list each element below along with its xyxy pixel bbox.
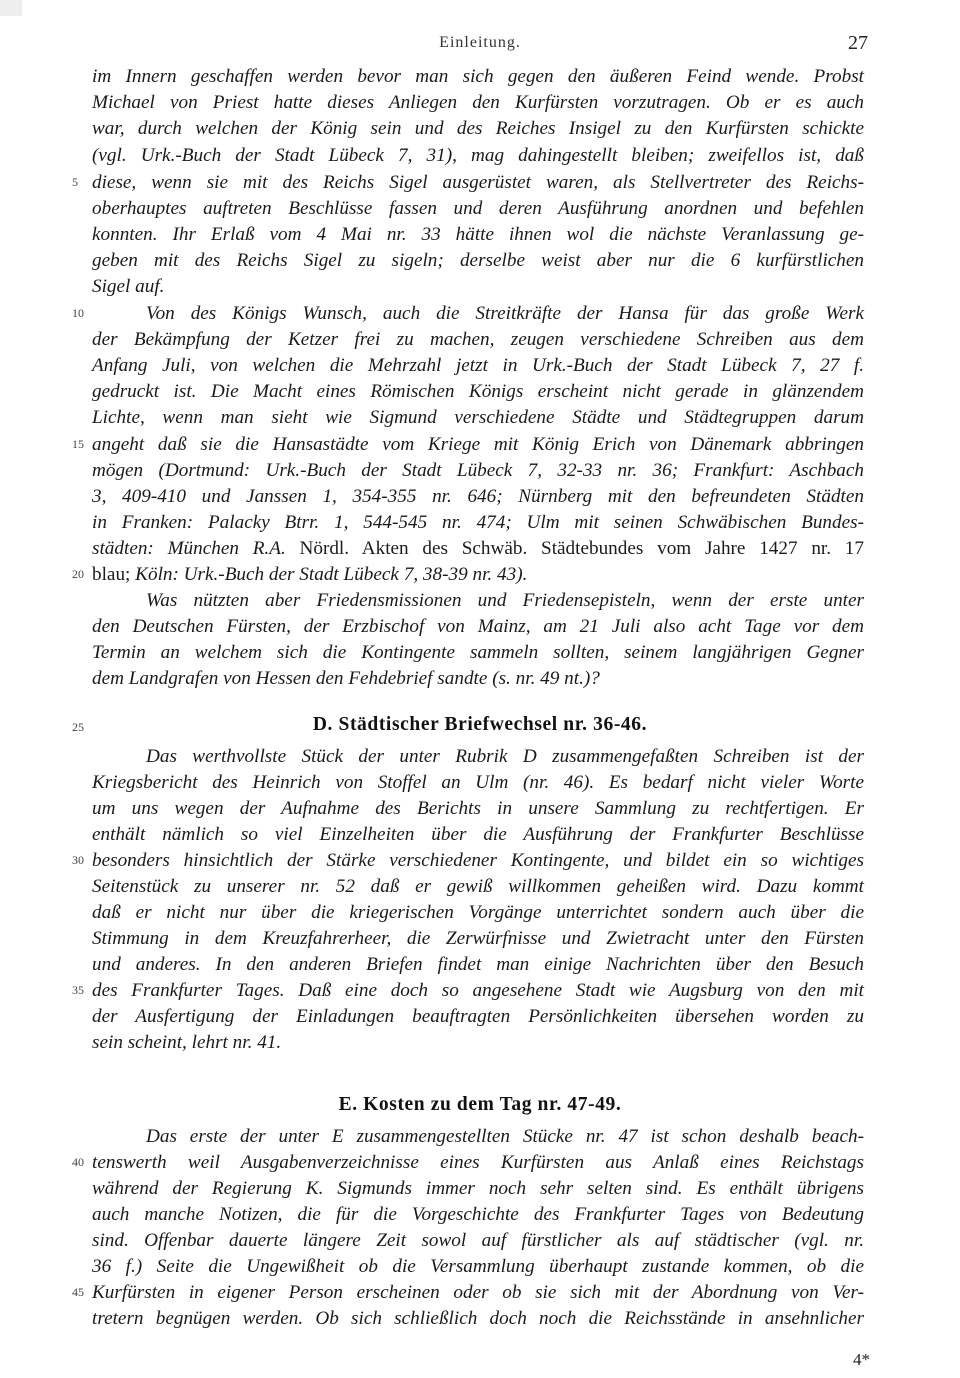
text-line: Kurfürsten in eigener Person erscheinen oder ob sie sich mit der Abordnung von Ver- [92,1282,864,1303]
text-line: um uns wegen der Aufnahme des Berichts in unsere Sammlung zu rechtfertigen. Er [92,798,864,819]
running-head: Einleitung. [439,34,521,51]
text-line: Das werthvollste Stück der unter Rubrik D zusammengefaßten Schreiben ist der [146,746,864,767]
text-line: sind. Offenbar dauerte längere Zeit sowol auf fürstlicher als auf städtischer (vgl. nr. [92,1230,864,1251]
text-line: der Ausfertigung der Einladungen beauftragten Persönlichkeiten übersehen worden zu [92,1006,864,1027]
text-line: angeht daß sie die Hansastädte vom Kriege mit König Erich von Dänemark abbringen [92,434,864,455]
text-line: Sigel auf. [92,276,165,297]
line-number: 35 [72,983,84,997]
text-line: Das erste der unter E zusammengestellten Stücke nr. 47 ist schon deshalb beach- [146,1126,864,1147]
text-line: auch manche Notizen, die für die Vorgeschichte des Frankfurter Tages von Bedeutung [92,1204,864,1225]
page-header [0,34,960,58]
text-line: Seitenstück zu unserer nr. 52 daß er gewiß willkommen geheißen wird. Dazu kommt [92,876,864,897]
text-line: des Frankfurter Tages. Daß eine doch so angesehene Stadt wie Augsburg von den mit [92,980,864,1001]
section-heading: E. Kosten zu dem Tag nr. 47-49. [338,1094,622,1115]
line-number: 45 [72,1285,84,1299]
text-line: 36 f.) Seite die Ungewißheit ob die Versammlung überhaupt zustande kommen, ob die [92,1256,864,1277]
text-line: (vgl. Urk.-Buch der Stadt Lübeck 7, 31), mag dahingestellt bleiben; zweifellos ist, daß [92,145,864,166]
text-line: mögen (Dortmund: Urk.-Buch der Stadt Lübeck 7, 32-33 nr. 36; Frankfurt: Aschbach [92,460,864,481]
text-line [92,562,864,587]
text-line: sein scheint, lehrt nr. 41. [92,1032,282,1053]
text-line: während der Regierung K. Sigmunds immer noch sehr selten sind. Es enthält übrigens [92,1178,864,1199]
scan-speck [0,0,22,16]
line-number: 5 [72,175,78,189]
text-line: Von des Königs Wunsch, auch die Streitkräfte der Hansa für das große Werk [146,303,864,324]
text-line: besonders hinsichtlich der Stärke verschiedener Kontingente, und bildet ein so wichtiges [92,850,864,871]
text-line: Anfang Juli, von welchen die Mehrzahl jetzt in Urk.-Buch der Stadt Lübeck 7, 27 f. [92,355,864,376]
text-line: 3, 409-410 und Janssen 1, 354-355 nr. 646; Nürnberg mit den befreundeten Städten [92,486,864,507]
text-line: Kriegsbericht des Heinrich von Stoffel an Ulm (nr. 46). Es bedarf nicht vieler Worte [92,772,864,793]
text-line: Termin an welchem sich die Kontingente sammeln sollten, seinem langjährigen Gegner [92,642,864,663]
text-line: tretern begnügen werden. Ob sich schließlich doch noch die Reichsstände in ansehnlicher [92,1308,864,1329]
section-heading: D. Städtischer Briefwechsel nr. 36-46. [312,714,648,735]
text-line: in Franken: Palacky Btrr. 1, 544-545 nr. 474; Ulm mit seinen Schwäbischen Bundes- [92,512,864,533]
text-line: geben mit des Reichs Sigel zu sigeln; derselbe weist aber nur die 6 kurfürstlichen [92,250,864,271]
text-line: im Innern geschaffen werden bevor man sich gegen den äußeren Feind wende. Probst [92,66,864,87]
line-number: 20 [72,567,84,581]
text-line: konnten. Ihr Erlaß vom 4 Mai nr. 33 hätte ihnen wol die nächste Veranlassung ge- [92,224,864,245]
text-line: und anderes. In den anderen Briefen findet man einige Nachrichten über den Besuch [92,954,864,975]
line-number: 10 [72,306,84,320]
line-number: 25 [72,720,84,734]
text-line: daß er nicht nur über die kriegerischen Vorgänge unterrichtet sondern auch über die [92,902,864,923]
text-line: der Bekämpfung der Ketzer frei zu machen, zeugen verschiedene Schreiben aus dem [92,329,864,350]
signature-mark: 4* [853,1350,870,1369]
line-number: 15 [72,437,84,451]
line-number: 30 [72,853,84,867]
text-line: war, durch welchen der König sein und des Reiches Insigel zu den Kurfürsten schickte [92,118,864,139]
line-number: 40 [72,1155,84,1169]
text-line: oberhauptes auftreten Beschlüsse fassen und deren Ausführung anordnen und befehlen [92,198,864,219]
text-line: Was nützten aber Friedensmissionen und Friedensepisteln, wenn der erste unter [146,590,864,611]
page-number: 27 [848,32,868,54]
italic-segment: Köln: Urk.-Buch der Stadt Lübeck 7, 38-39 nr. 43). [135,564,528,585]
text-line: Lichte, wenn man sieht wie Sigmund verschiedene Städte und Städtegruppen darum [92,407,864,428]
text-line: Stimmung in dem Kreuzfahrerheer, die Zerwürfnisse und Zwietracht unter den Fürsten [92,928,864,949]
italic-segment: städten: München R.A. [92,538,286,559]
roman-segment: blau; [92,564,136,585]
text-line: dem Landgrafen von Hessen den Fehdebrief sandte (s. nr. 49 nt.)? [92,668,600,689]
text-line [92,536,864,561]
text-line: tenswerth weil Ausgabenverzeichnisse eines Kurfürsten aus Anlaß eines Reichstags [92,1152,864,1173]
text-line: enthält nämlich so viel Einzelheiten über die Ausführung der Frankfurter Beschlüsse [92,824,864,845]
roman-segment: Nördl. Akten des Schwäb. Städtebundes vom Jahre 1427 nr. 17 [285,538,864,559]
text-line: diese, wenn sie mit des Reichs Sigel ausgerüstet waren, als Stellvertreter des Reichs- [92,172,864,193]
text-line: Michael von Priest hatte dieses Anliegen den Kurfürsten vorzutragen. Ob er es auch [92,92,864,113]
text-line: den Deutschen Fürsten, der Erzbischof von Mainz, am 21 Juli also acht Tage vor dem [92,616,864,637]
text-line: gedruckt ist. Die Macht eines Römischen Königs erscheint nicht gerade in glänzendem [92,381,864,402]
